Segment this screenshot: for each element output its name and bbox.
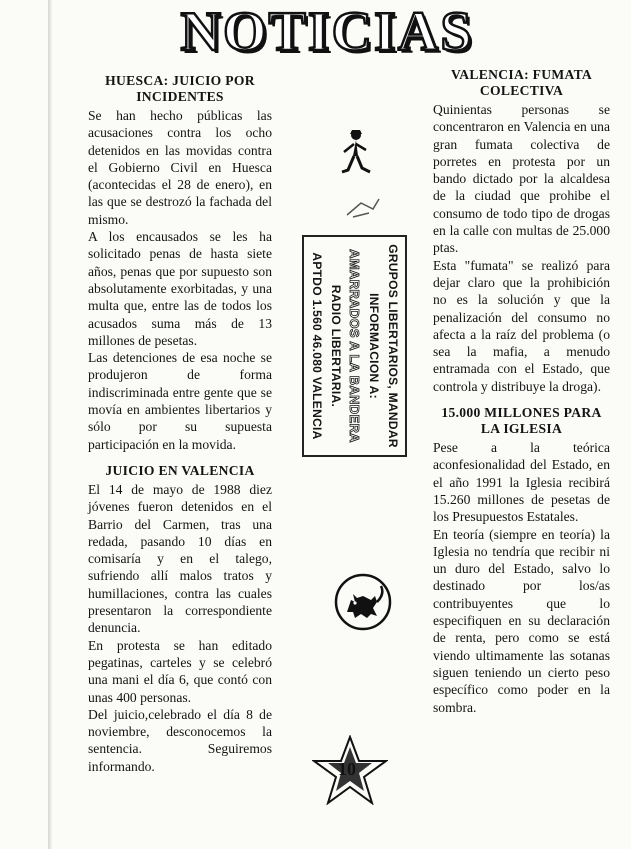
article-paragraph: Quinientas personas se concentraron en Valencia en una gran fumata colectiva de porretes en protesta por un bando dictado por la alcaldesa de la ciudad que prohibe el consumo de todo tipo de drogas en la calle con multas de 25.000 ptas.: [433, 102, 610, 256]
page-number-star: [312, 735, 388, 805]
stamp-line: INFORMACION A:: [367, 293, 381, 399]
walking-figure-icon: [338, 128, 374, 180]
article-paragraph: En protesta se han editado pegatinas, carteles y se celebró una mani el día 6, que contó con unas 400 personas.: [88, 637, 272, 705]
article-paragraph: Del juicio,celebrado el día 8 de noviembre, desconocemos la sentencia. Seguiremos informando.: [88, 706, 272, 774]
left-column: [88, 73, 272, 775]
article-paragraph: Esta "fumata" se realizó para dejar claro que la prohibición no es la solución y que la penalización del consumo no afecta a la raíz del problema (o sea la mafia, a menudo entramada con el Estado, que controla y distribuye la droga).: [433, 257, 610, 394]
article-headline: 15.000 MILLONES PARA LA IGLESIA: [441, 405, 602, 437]
article-headline: HUESCA: JUICIO POR INCIDENTES: [105, 73, 255, 104]
article-paragraph: Las detenciones de esa noche se produjeron de forma indiscriminada entre gente que se movía en ambientes libertarios y sólo por su supuesta participación en la movida.: [88, 350, 272, 452]
stamp-line: AMARRADOS A LA BANDERA: [347, 249, 362, 443]
article-headline: VALENCIA: FUMATA COLECTIVA: [450, 67, 593, 98]
contact-stamp: [302, 235, 407, 457]
page-number: 10: [338, 759, 356, 779]
article-paragraph: El 14 de mayo de 1988 diez jóvenes fueron detenidos en el Barrio del Carmen, tras una redada, pasando 10 días en comisaría y en el talego, sufriendo allí malos tratos y humillaciones, contra las cuales presentaron la correspondiente denuncia.: [88, 481, 272, 636]
article-headline: JUICIO EN VALENCIA: [105, 462, 255, 478]
page-binding-edge: [48, 0, 52, 849]
article-paragraph: A los encausados se les ha solicitado penas de hasta siete años, penas que por supuesto son absolutamente exorbitadas, y una multa que, entre las de todos los acusados suma más de 13 millones de pesetas.: [88, 229, 272, 348]
masthead: [180, 0, 474, 64]
stamp-line: GRUPOS LIBERTARIOS, MANDAR: [386, 244, 400, 448]
stamp-line: APTDO 1.560 46.080 VALENCIA: [310, 252, 324, 440]
right-column: [433, 67, 610, 716]
scribble-mark: [343, 195, 383, 221]
article-paragraph: En teoría (siempre en teoría) la Iglesia no tendría que recibir ni un duro del Estado, salvo lo destinado por los/as contribuyentes que lo especifiquen en su declaración de renta, pero como se está viendo ultimamente las sotanas siguen teniendo un cierto peso específico como poder en la sombra.: [433, 526, 610, 715]
article-paragraph: Se han hecho públicas las acusaciones contra los ocho detenidos en las movidas contra el Gobierno Civil en Huesca (acontecidas el 28 de enero), en las que se destrozó la fachada del mismo.: [88, 108, 272, 227]
article-paragraph: Pese a la teórica aconfesionalidad del Estado, en el año 1991 la Iglesia recibirá 15.260 millones de pesetas de los Presupuestos Estatales.: [433, 440, 610, 525]
black-cat-icon: [333, 572, 393, 632]
stamp-line: RADIO LIBERTARIA.: [329, 284, 343, 408]
masthead-title: NOTICIAS: [180, 1, 474, 63]
